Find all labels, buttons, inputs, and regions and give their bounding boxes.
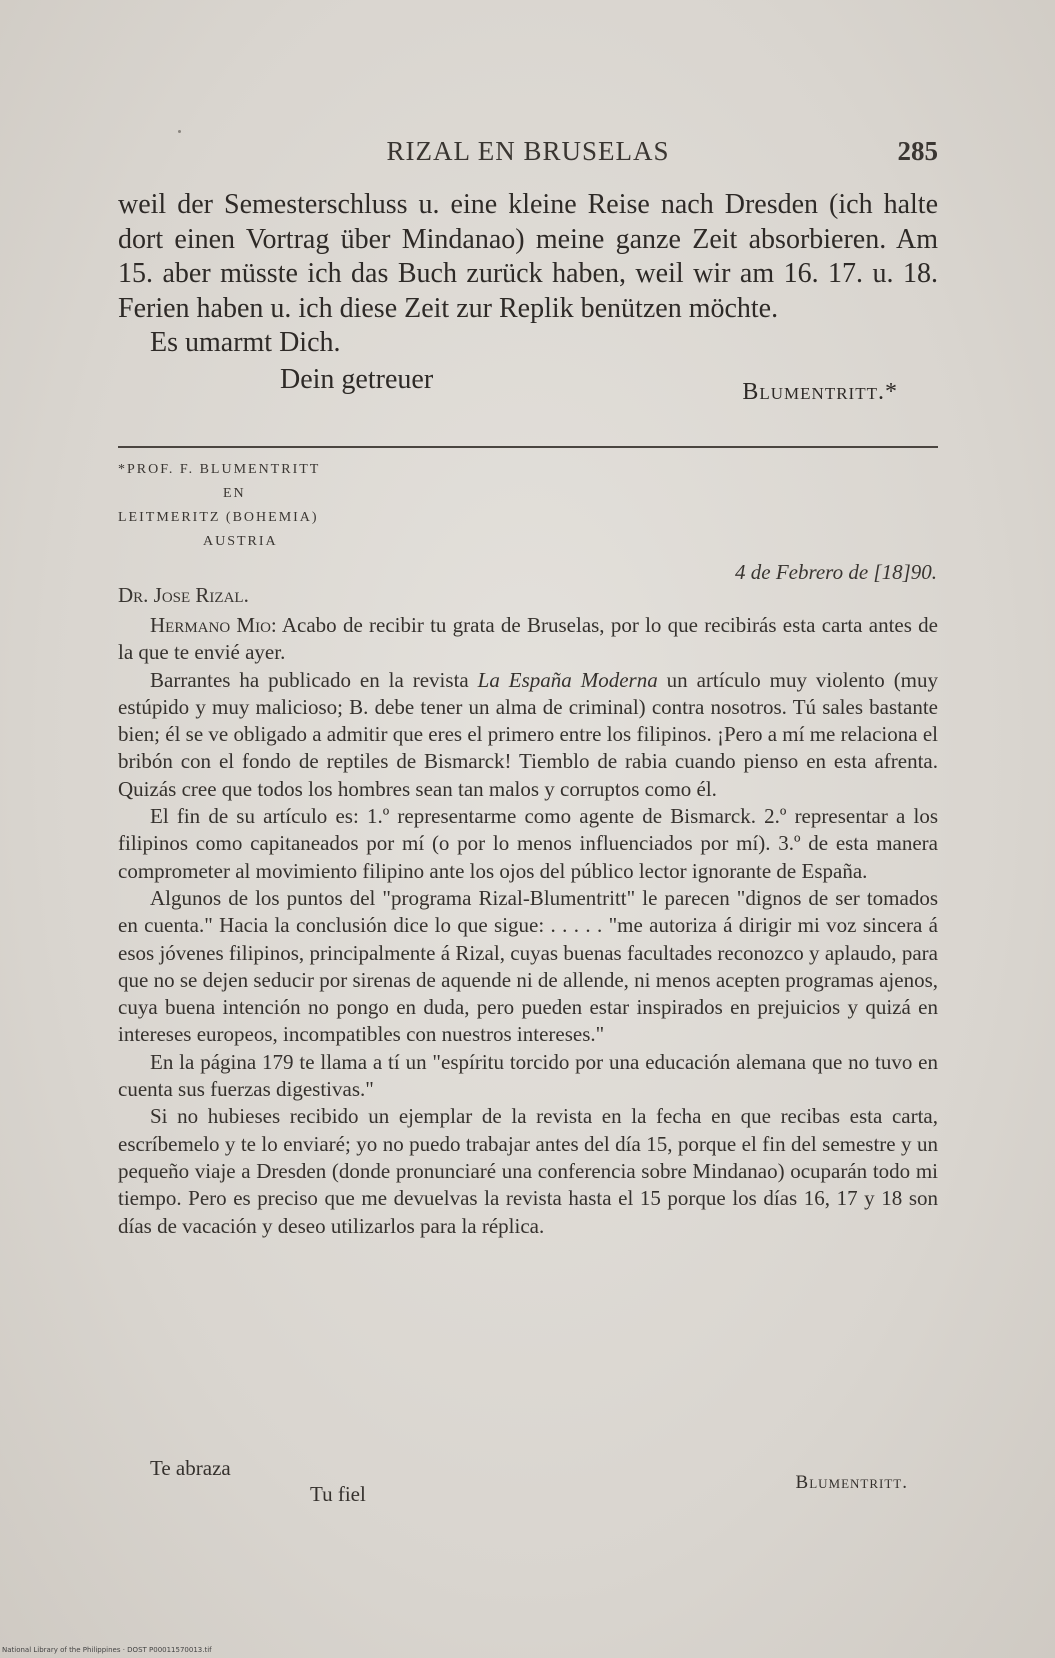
closing-tu-fiel: Tu fiel (310, 1482, 366, 1506)
scan-source-footer: National Library of the Philippines · DOST P00011570013.tif (2, 1646, 212, 1654)
paragraph-2-rest: un artículo muy violento (muy estúpido y muy malicioso; B. debe tener un alma de criminal) contra nosotros. Tú sales bastante bien; él se ve obligado a admitir que eres el primero entre los filipinos. ¡Pero a mí me relaciona el bribón con el fondo de reptiles de Bismarck! Tiemblo de rabia cuando pienso en esta afrenta. Quizás cree que todos los hombres sean tan malos y corruptos como él. (118, 667, 939, 801)
paragraph-1-text: Acabo de recibir tu grata de Bruselas, por lo que recibirás esta carta antes de la que te envié ayer. (118, 613, 938, 665)
letter-date: 4 de Febrero de [18]90. (735, 560, 937, 584)
address-line-3: LEITMERITZ (BOHEMIA) (118, 510, 319, 525)
scan-speck (178, 130, 181, 133)
german-signature: Blumentritt.* (742, 378, 898, 405)
spanish-letter-body (118, 612, 938, 1240)
paragraph-2-start: Barrantes ha publicado en la revista (150, 667, 478, 692)
german-greeting: Es umarmt Dich. (150, 327, 341, 358)
address-line-1: *PROF. F. BLUMENTRITT (118, 462, 321, 477)
letter-signature: Blumentritt. (795, 1472, 908, 1493)
german-paragraph: weil der Semesterschluss u. eine kleine Reise nach Dresden (ich halte dort einen Vortrag über Mindanao) meine ganze Zeit absorbieren. Am 15. aber müsste ich das Buch zurück haben, weil wir am 16. 17. u. 18. Ferien haben u. ich diese Zeit zur Replik benützen möchte. (118, 189, 938, 324)
letter-recipient: Dr. Jose Rizal. (118, 583, 249, 607)
magazine-title: La España Moderna (477, 667, 658, 692)
german-letter-end (118, 188, 938, 405)
paragraph-3: El fin de su artículo es: 1.º representarme como agente de Bismarck. 2.º representar a los filipinos como capitaneados por mí (o por lo menos influenciados por mí). 3.º de esta manera comprometer al movimiento filipino ante los ojos del público lector ignorante de España. (118, 804, 938, 883)
salutation: Hermano Mio: (150, 613, 277, 637)
paragraph-6: Si no hubieses recibido un ejemplar de la revista en la fecha en que recibas esta carta, escríbemelo y te lo enviaré; yo no puedo trabajar antes del día 15, porque el fin del semestre y un pequeño viaje a Dresden (donde pronunciaré una conferencia sobre Mindanao) ocuparán todo mi tiempo. Pero es preciso que me devuelvas la revista hasta el 15 porque los días 16, 17 y 18 son días de vacación y deseo utilizarlos para la réplica. (118, 1104, 938, 1238)
page-number: 285 (897, 136, 938, 166)
paragraph-5: En la página 179 te llama a tí un "espíritu torcido por una educación alemana que no tuvo en cuenta sus fuerzas digestivas." (118, 1049, 938, 1102)
closing-te-abraza: Te abraza (150, 1456, 231, 1480)
paragraph-1 (118, 612, 938, 667)
address-line-4: AUSTRIA (203, 534, 278, 549)
paragraph-4: Algunos de los puntos del "programa Rizal-Blumentritt" le parecen "dignos de ser tomados en cuenta." Hacia la conclusión dice lo que sigue: . . . . . "me autoriza á dirigir mi voz sincera á esos jóvenes filipinos, principalmente á Rizal, cuyas buenas facultades reconozco y aplaudo, para que no se dejen seducir por sirenas de aquende ni de allende, ni menos acepten programas ajenos, cuya buena intención no pongo en duda, pero pueden estar inspirados en prejuicios y quizá en intereses europeos, incompatibles con nuestros intereses." (118, 885, 938, 1047)
footnote-address (118, 458, 418, 554)
paragraph-2 (118, 667, 938, 803)
page-header (118, 136, 938, 176)
address-line-2: EN (223, 486, 246, 501)
divider-rule (118, 446, 938, 448)
german-signature-row (118, 361, 938, 405)
letter-closing (118, 1456, 938, 1516)
running-head: RIZAL EN BRUSELAS (386, 136, 670, 166)
german-dein: Dein getreuer (280, 363, 434, 395)
